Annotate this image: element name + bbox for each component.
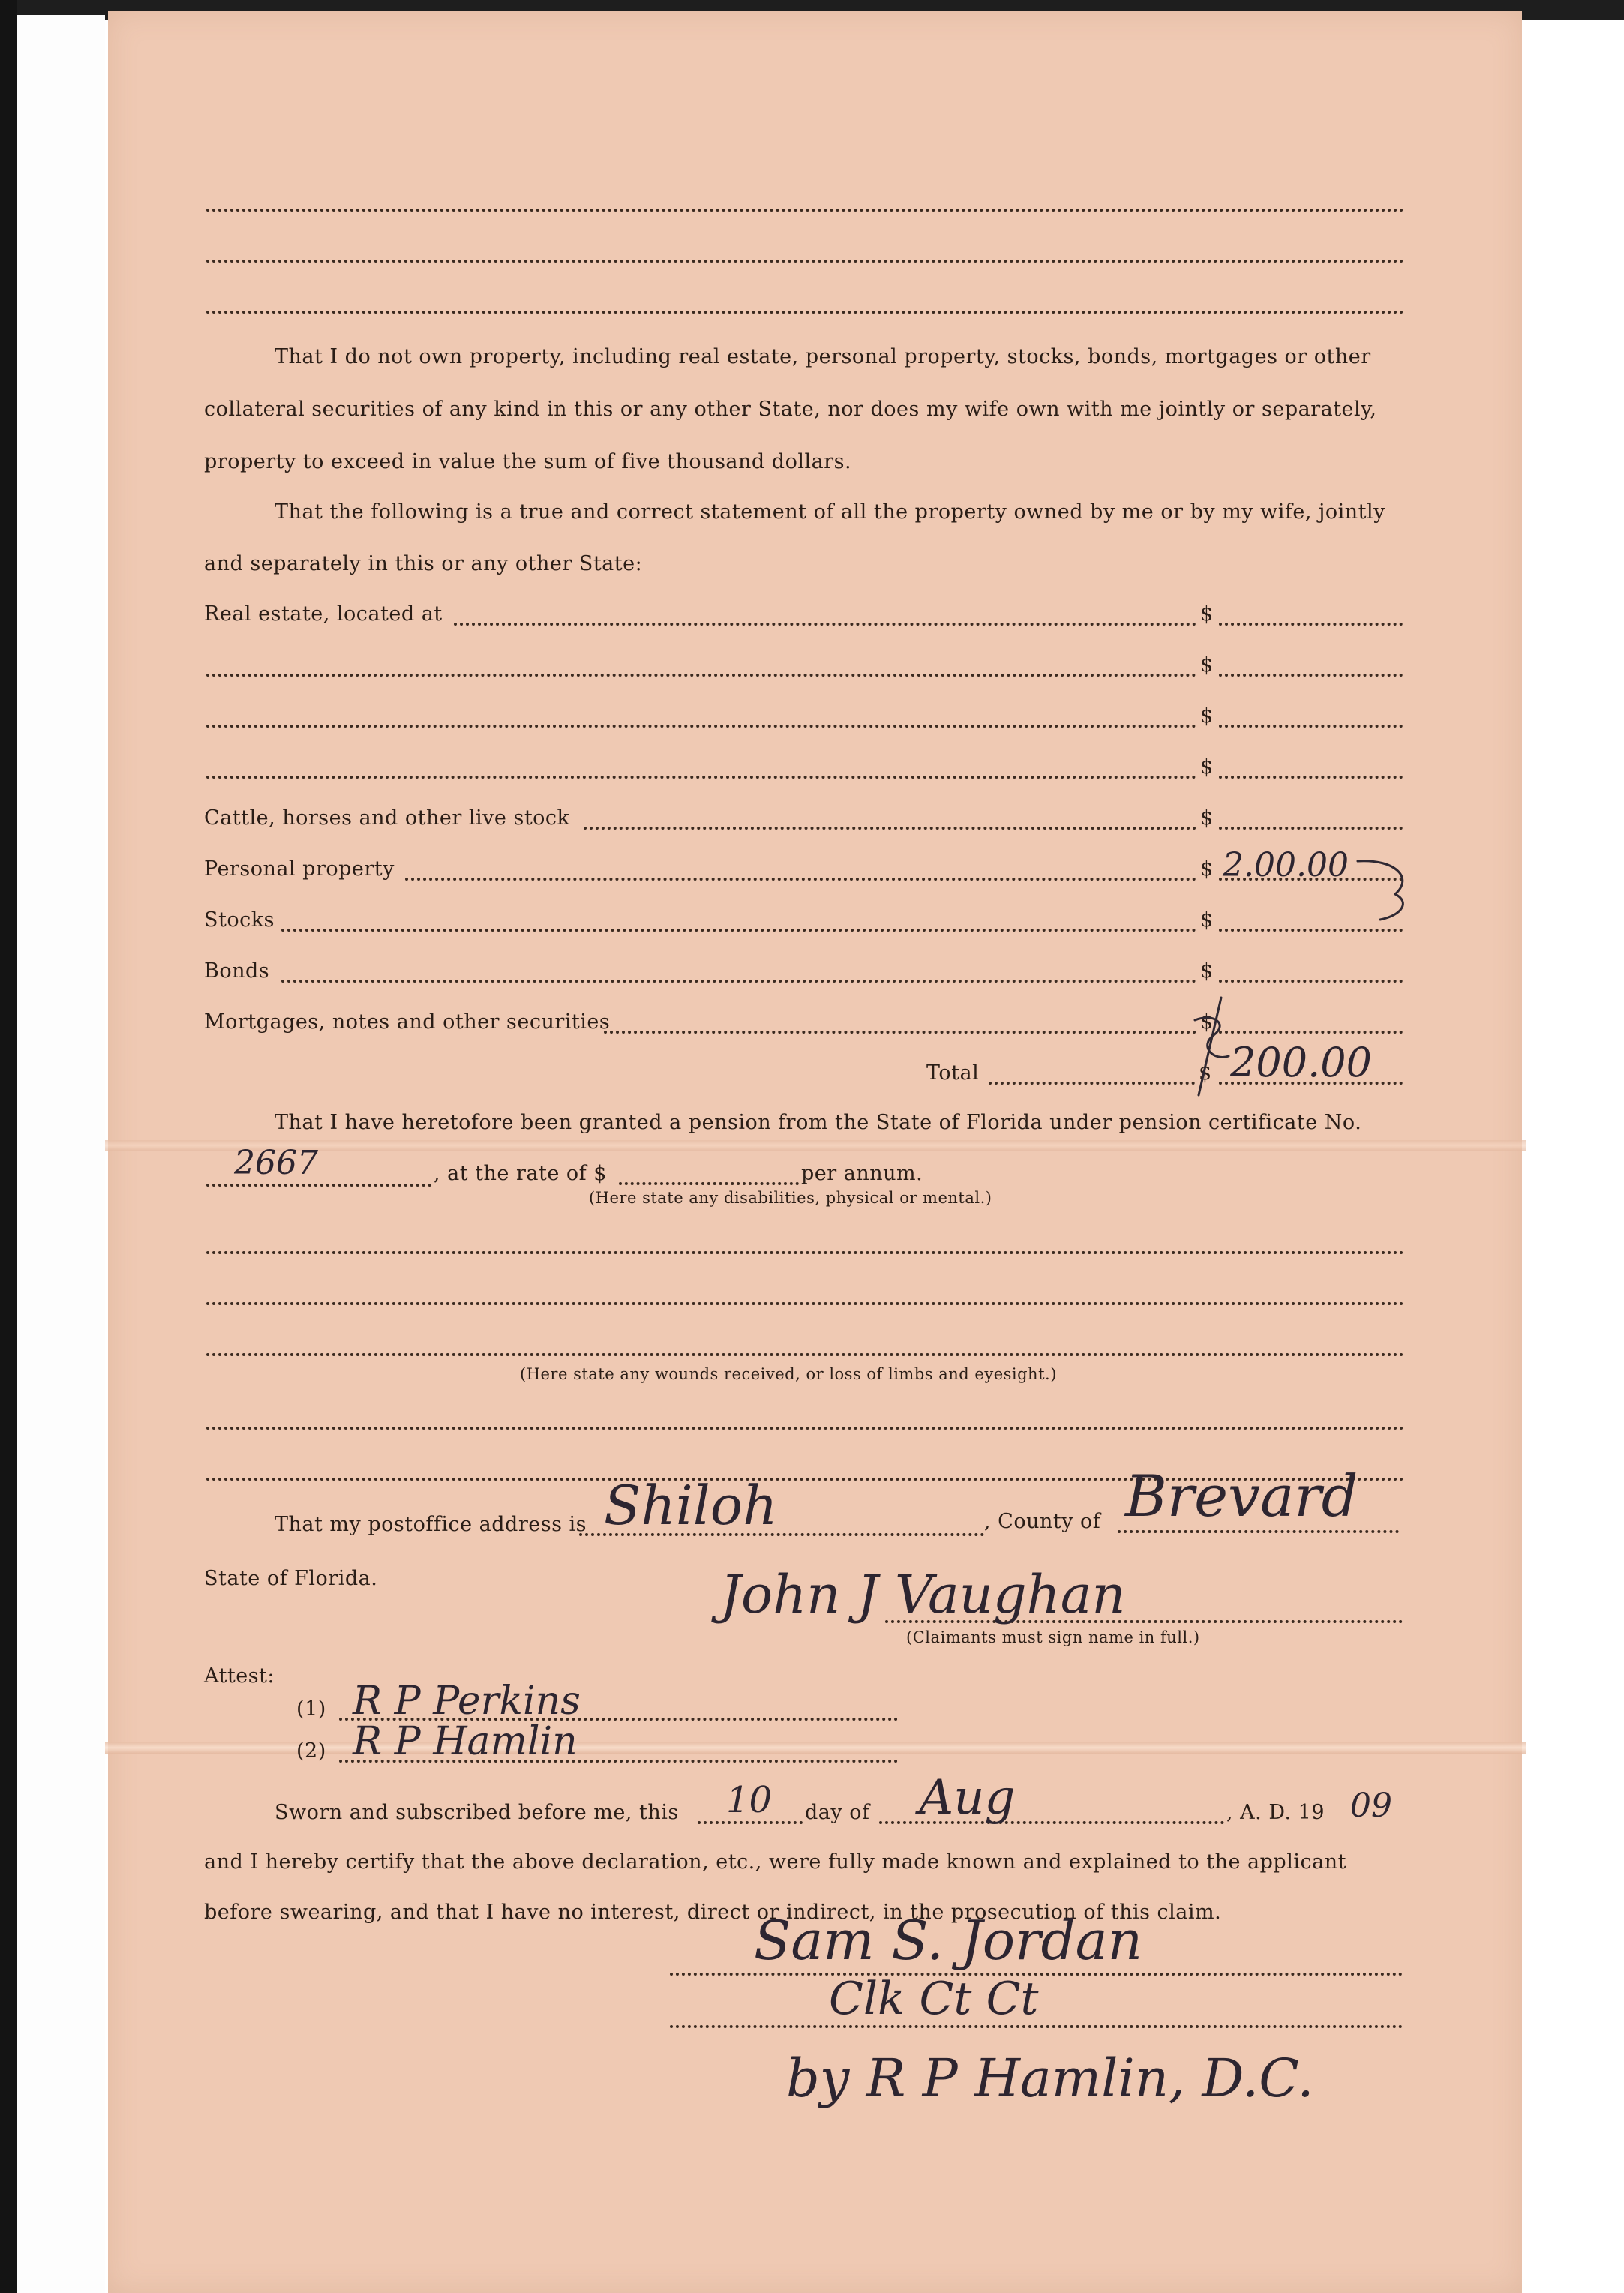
real-estate-label: Real estate, located at [204,602,443,626]
dollar-sign: $ [1200,602,1214,626]
pension-rate-label: , at the rate of $ [434,1162,607,1185]
real-estate-value-line [1219,623,1403,626]
clerk-title: Clk Ct Ct [829,1973,1039,2025]
mortgages-line [604,1031,1196,1034]
real-estate-line-4 [206,776,1196,779]
real-estate-line-2 [206,674,1196,677]
certificate-number: 2667 [234,1144,318,1182]
disabilities-note: (Here state any disabilities, physical or mental.) [589,1189,992,1207]
postoffice-handwritten: Shiloh [604,1474,778,1537]
property-limit-line-3: property to exceed in value the sum of five thousand dollars. [204,450,852,473]
dollar-sign: $ [1200,755,1214,779]
county-line [1118,1530,1399,1533]
attest-number-2: (2) [296,1739,326,1763]
day-line [698,1821,803,1824]
sworn-line-3: before swearing, and that I have no interest, direct or indirect, in the prosecution of this claim. [204,1901,1222,1924]
pension-line-1: That I have heretofore been granted a pension from the State of Florida under pension certificate No. [275,1111,1362,1134]
value-line [1219,980,1403,983]
bonds-label: Bonds [204,959,270,983]
value-line [1219,1031,1403,1034]
real-estate-line-3 [206,725,1196,728]
value-line [1219,827,1403,830]
certificate-line [206,1184,431,1187]
value-line [1219,929,1403,932]
postoffice-label: That my postoffice address is [275,1513,587,1536]
total-line [989,1082,1195,1085]
attest-number-1: (1) [296,1697,326,1721]
value-line [1219,776,1403,779]
sworn-month: Aug [919,1770,1016,1826]
paper-fold-1 [105,1140,1526,1151]
scan-left-border [0,0,17,2293]
bonds-line [281,980,1196,983]
witness-2-signature: R P Hamlin [353,1719,578,1764]
total-value: 200.00 [1230,1039,1372,1086]
scan-margin [17,15,105,2293]
claimant-signature: John J Vaughan [720,1564,1126,1625]
blank-line-3 [206,311,1404,314]
day-of-label: day of [805,1801,870,1824]
dollar-sign: $ [1199,1061,1212,1085]
dollar-sign: $ [1200,908,1214,932]
disabilities-line-3 [206,1353,1404,1356]
bracket-mark [1350,855,1418,923]
cattle-line [584,827,1196,830]
dollar-mark [1184,990,1244,1103]
county-label: , County of [984,1510,1101,1533]
disabilities-line-1 [206,1251,1404,1254]
deputy-clerk-signature: by R P Hamlin, D.C. [786,2048,1314,2109]
dollar-sign: $ [1200,959,1214,983]
cattle-label: Cattle, horses and other live stock [204,806,570,830]
total-label: Total [926,1061,980,1085]
wounds-note: (Here state any wounds received, or loss of limbs and eyesight.) [520,1365,1057,1383]
sworn-year: 09 [1350,1787,1392,1825]
county-handwritten: Brevard [1125,1463,1358,1529]
mortgages-label: Mortgages, notes and other securities [204,1010,611,1034]
witness-1-signature: R P Perkins [353,1679,581,1724]
stocks-line [281,929,1196,932]
state-label: State of Florida. [204,1567,378,1590]
sworn-line-2: and I hereby certify that the above declaration, etc., were fully made known and explained to the applicant [204,1850,1346,1874]
statement-line-2: and separately in this or any other State: [204,552,643,575]
dollar-sign: $ [1200,704,1214,728]
blank-line-2 [206,260,1404,263]
personal-property-value: 2.00.00 [1223,846,1349,884]
claimant-note: (Claimants must sign name in full.) [906,1628,1200,1646]
attest-label: Attest: [204,1664,275,1688]
property-limit-line-1: That I do not own property, including real estate, personal property, stocks, bonds, mortgages or other [275,345,1371,368]
clerk-signature: Sam S. Jordan [754,1909,1142,1972]
ad-label: , A. D. 19 [1226,1801,1325,1824]
statement-line-1: That the following is a true and correct statement of all the property owned by me or by my wife, jointly [275,500,1385,524]
dollar-sign: $ [1200,806,1214,830]
value-line [1219,674,1403,677]
dollar-sign: $ [1200,653,1214,677]
sworn-day: 10 [726,1779,773,1821]
wounds-line-1 [206,1427,1404,1430]
sworn-text: Sworn and subscribed before me, this [275,1801,679,1824]
property-limit-line-2: collateral securities of any kind in this or any other State, nor does my wife own with me jointly or separately, [204,398,1377,421]
clerk-title-line [670,2025,1403,2028]
value-line [1219,725,1403,728]
dollar-sign: $ [1200,1010,1214,1034]
blank-line-1 [206,209,1404,212]
real-estate-line [454,623,1196,626]
per-annum-label: per annum. [801,1162,923,1185]
dollar-sign: $ [1200,857,1214,881]
personal-property-label: Personal property [204,857,395,881]
disabilities-line-2 [206,1302,1404,1305]
personal-line [405,878,1196,881]
stocks-label: Stocks [204,908,275,932]
